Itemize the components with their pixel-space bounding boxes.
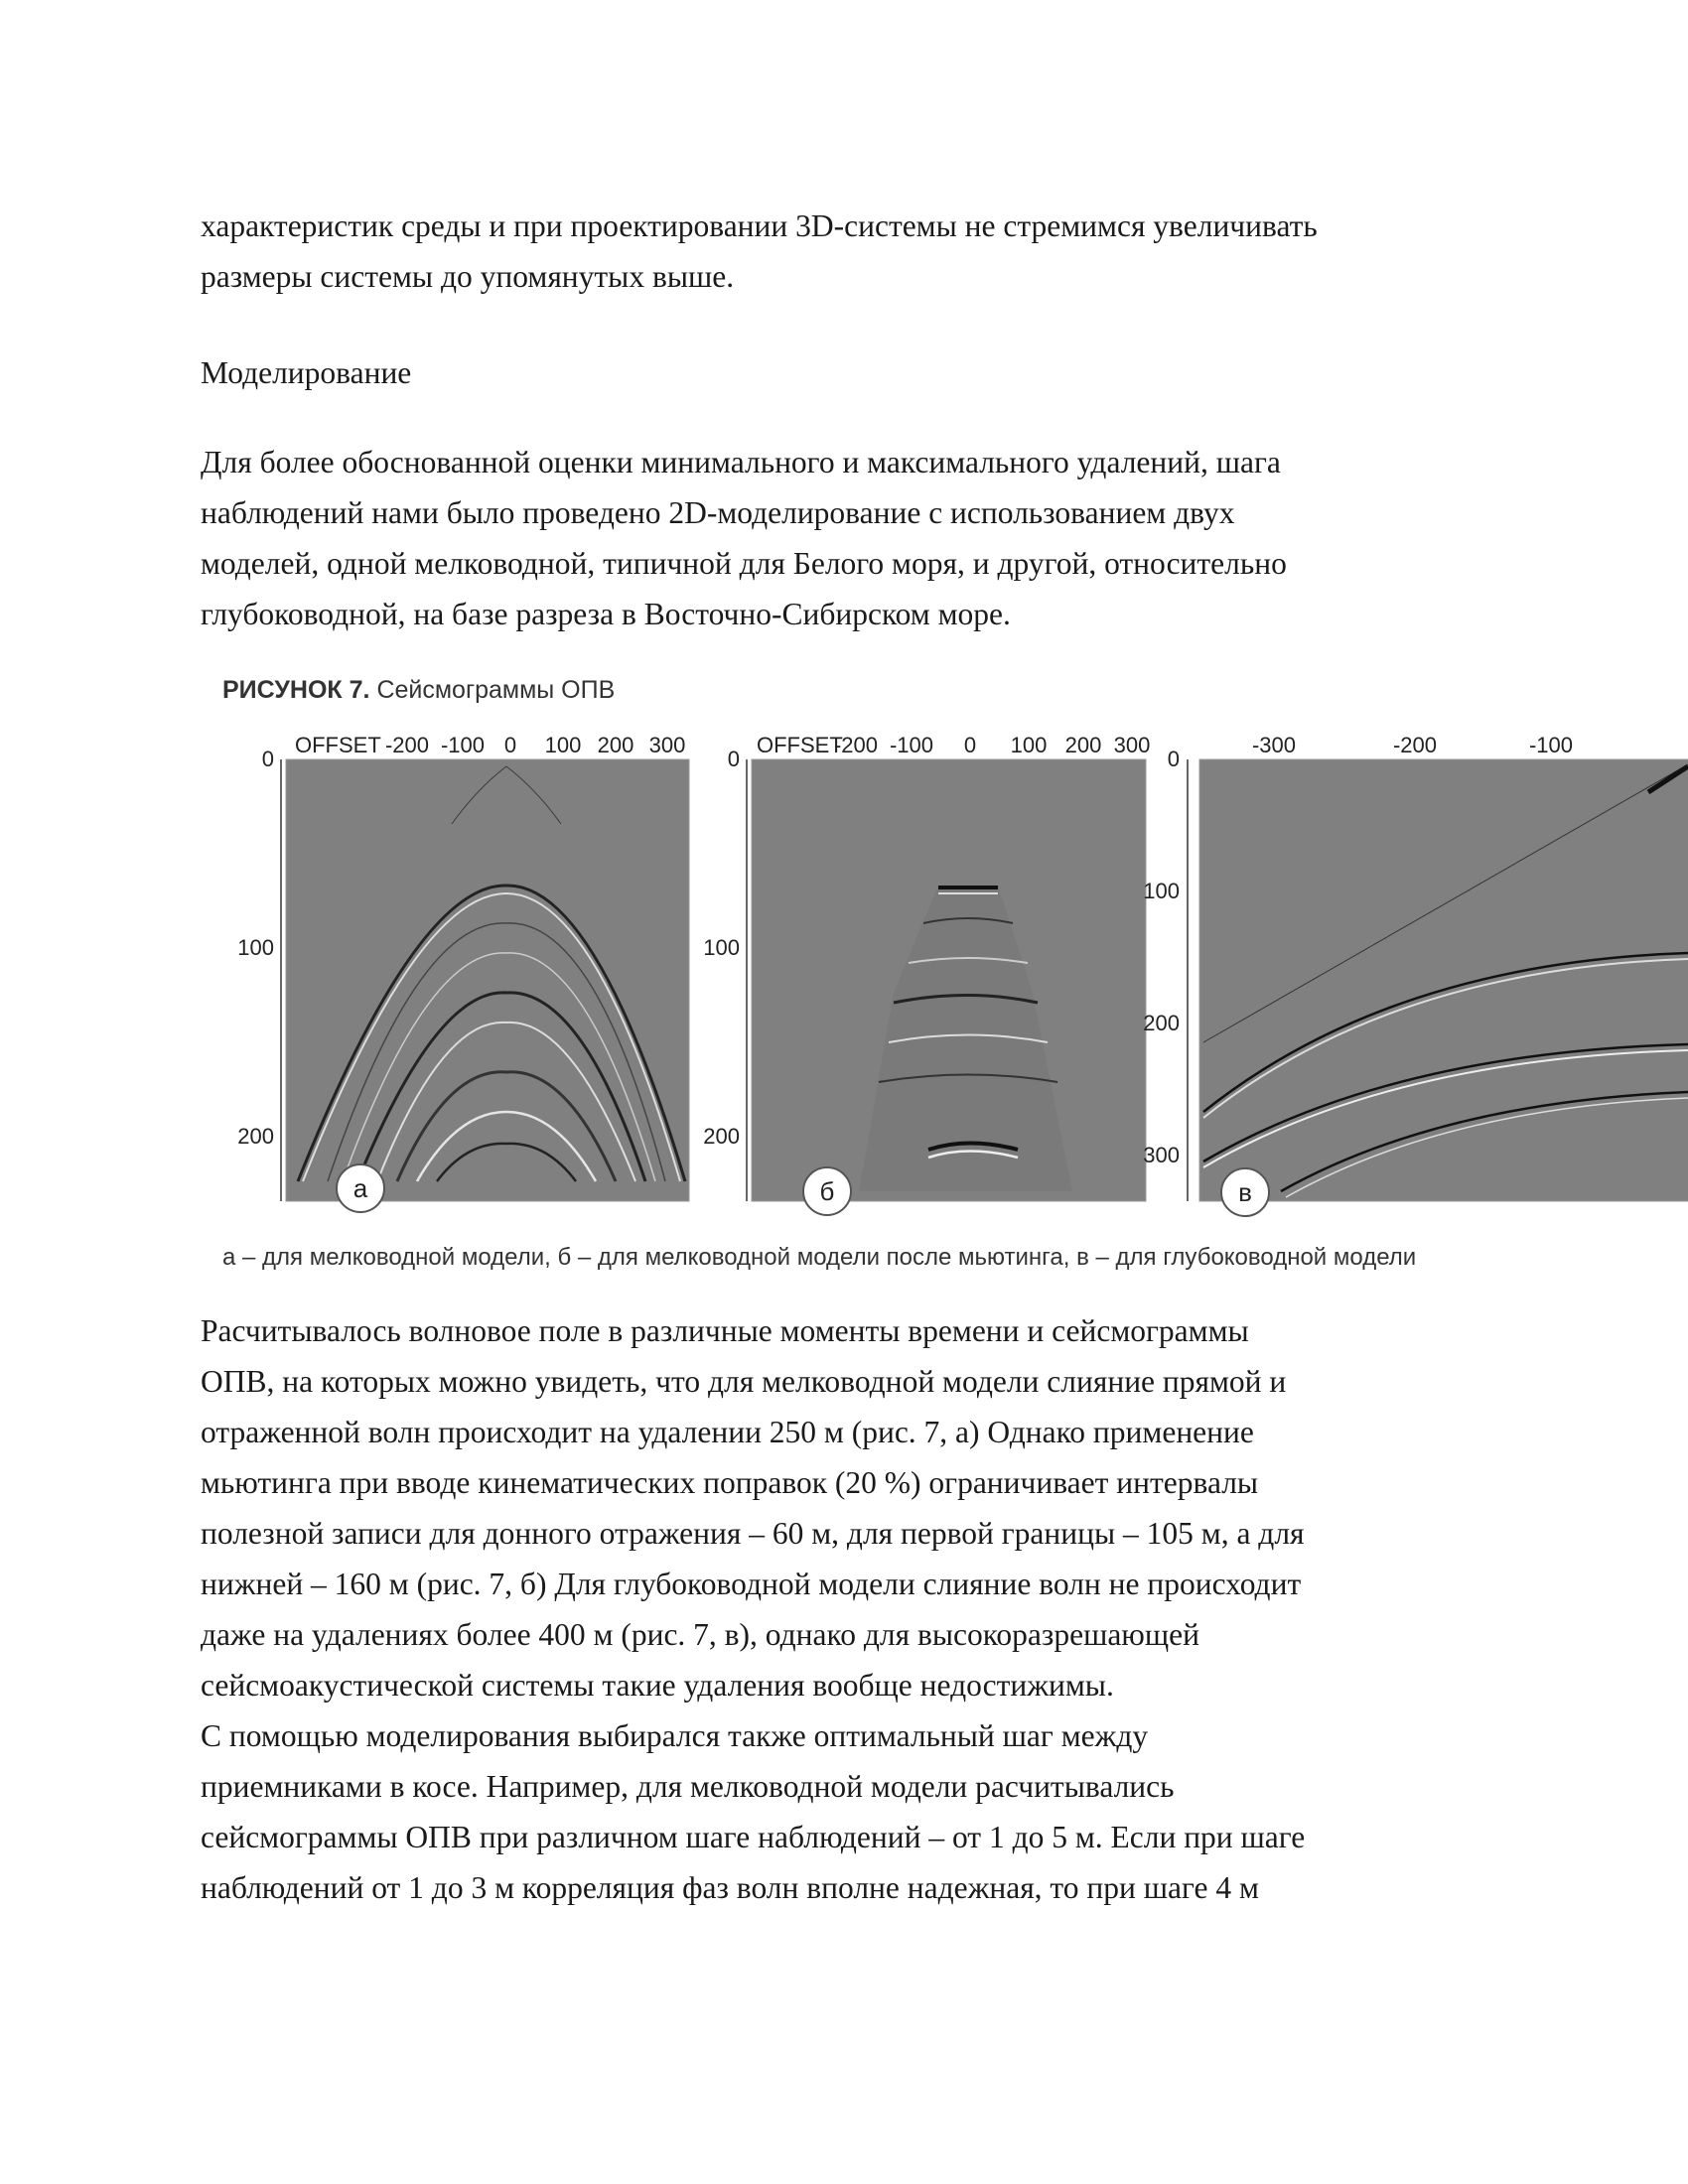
text-line: Расчитывалось волновое поле в различные моменты времени и сейсмограммы [201,1313,1249,1348]
panel-a-x-tick: 0 [503,733,517,757]
text-line: сейсмоакустической системы такие удаления вообще недостижимы. [201,1668,1114,1703]
panel-b-x-tick: 200 [1064,733,1102,757]
panel-c-badge: в [1238,1177,1252,1207]
panel-a-x-tick: -200 [384,733,430,757]
panel-b-y-tick: 100 [703,935,740,960]
panel-a-x-ticks [385,733,685,757]
panel-c-y-tick: 0 [1167,747,1180,771]
panel-c-y-tick: 100 [1143,879,1180,903]
panel-c-x-tick: -100 [1528,733,1574,757]
text-line: ОПВ, на которых можно увидеть, что для мелководной модели слияние прямой и [201,1364,1287,1399]
panel-b-y-tick: 0 [727,747,740,771]
figure-title [222,676,615,705]
panel-b-y-tick: 200 [703,1124,740,1149]
panel-c-y-ticks [1143,747,1180,1167]
text-line: наблюдений нами было проведено 2D-моделирование с использованием двух [201,495,1235,530]
panel-b-x-tick: -200 [833,733,879,757]
text-line: глубоководной, на базе разреза в Восточно-Сибирском море. [201,597,1011,631]
panel-b-x-tick: 0 [963,733,977,757]
panel-a-x-tick: 300 [648,733,686,757]
panel-a-y-ticks [237,747,274,1149]
panel-c-x-tick: -300 [1251,733,1297,757]
text-line: отраженной волн происходит на удалении 250 м (рис. 7, а) Однако применение [201,1415,1254,1449]
panel-b [703,733,1150,1215]
panel-c-x-tick: -200 [1392,733,1438,757]
panel-c [1143,733,1688,1216]
seismogram-figure [0,715,1688,1231]
panel-b-x-tick: 300 [1113,733,1151,757]
panel-a-offset-label: OFFSET [295,733,381,757]
panel-c-background [1199,759,1688,1201]
figure-number: РИСУНОК 7. [222,676,370,704]
panel-a-y-tick: 0 [261,747,274,771]
text-line: С помощью моделирования выбирался также оптимальный шаг между [201,1718,1149,1753]
paragraph-intro [201,201,1521,302]
paragraph-results [201,1305,1521,1913]
panel-a-badge: а [352,1173,368,1203]
figure-title-text: Сейсмограммы ОПВ [376,676,616,704]
text-line: моделей, одной мелководной, типичной для Белого моря, и другой, относительно [201,546,1287,581]
text-line: даже на удалениях более 400 м (рис. 7, в), однако для высокоразрешающей [201,1617,1199,1652]
panel-b-offset-label: OFFSET [757,733,843,757]
panel-a-x-tick: 100 [544,733,582,757]
text-line: Для более обоснованной оценки минимального и максимального удалений, шага [201,445,1281,479]
paragraph-modeling [201,437,1521,639]
panel-c-y-tick: 200 [1143,1011,1180,1035]
panel-a-y-tick: 200 [237,1124,274,1149]
panel-c-y-tick: 300 [1143,1143,1180,1167]
panel-a-x-tick: -100 [440,733,486,757]
text-line: приемниками в косе. Например, для мелководной модели расчитывались [201,1769,1175,1804]
text-line: нижней – 160 м (рис. 7, б) Для глубоководной модели слияние волн не происходит [201,1567,1302,1601]
panel-a-y-tick: 100 [237,935,274,960]
panel-c-x-ticks [1252,733,1573,757]
panel-b-x-tick: 100 [1010,733,1048,757]
panel-a-x-tick: 200 [597,733,634,757]
text-line: мьютинга при вводе кинематических поправок (20 %) ограничивает интервалы [201,1465,1259,1500]
text-line: характеристик среды и при проектировании 3D-системы не стремимся увеличивать [201,208,1318,243]
text-line: размеры системы до упомянутых выше. [201,259,735,294]
text-line: наблюдений от 1 до 3 м корреляция фаз волн вполне надежная, то при шаге 4 м [201,1870,1259,1905]
panel-b-badge: б [819,1176,835,1206]
section-heading: Моделирование [201,355,412,390]
panel-a [237,733,689,1212]
figure-caption: а – для мелководной модели, б – для мелководной модели после мьютинга, в – для глубоководной модели [222,1244,1417,1271]
panel-b-x-ticks [834,733,1150,757]
text-line: сейсмограммы ОПВ при различном шаге наблюдений – от 1 до 5 м. Если при шаге [201,1820,1306,1854]
panel-b-x-tick: -100 [889,733,934,757]
panel-b-y-ticks [703,747,740,1149]
text-line: полезной записи для донного отражения – 60 м, для первой границы – 105 м, а для [201,1516,1305,1551]
